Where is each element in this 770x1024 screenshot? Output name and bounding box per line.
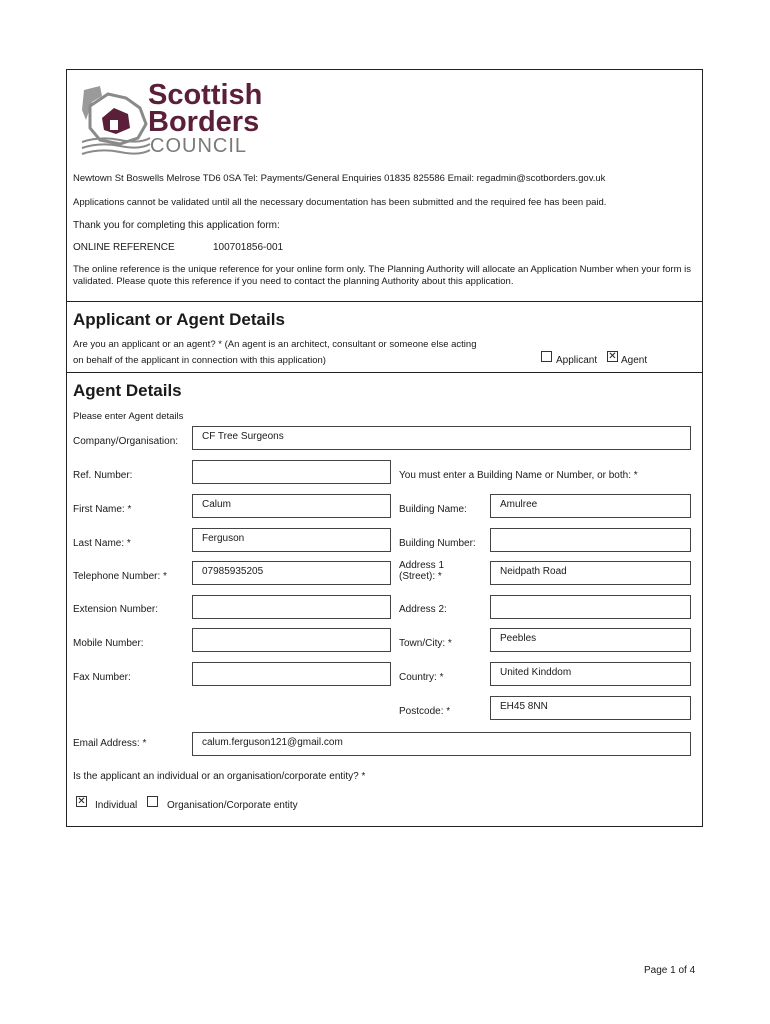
company-label: Company/Organisation: [73, 436, 179, 447]
agent-checkbox[interactable]: ✕ [608, 351, 617, 362]
organisation-option-label: Organisation/Corporate entity [167, 800, 298, 811]
entity-question: Is the applicant an individual or an organisation/corporate entity? * [73, 771, 366, 782]
town-label: Town/City: * [399, 638, 452, 649]
last-name-field[interactable]: Ferguson [192, 528, 391, 552]
individual-checkbox[interactable]: ✕ [77, 796, 86, 807]
postcode-label: Postcode: * [399, 706, 451, 717]
telephone-label: Telephone Number: * [73, 571, 167, 582]
section-title-applicant-agent: Applicant or Agent Details [73, 310, 285, 329]
council-logo [80, 80, 270, 158]
validation-note: Applications cannot be validated until all the necessary documentation has been submitted and the required fee has been paid. [73, 197, 607, 208]
mobile-field[interactable] [192, 628, 391, 652]
country-label: Country: * [399, 672, 444, 683]
page-number: Page 1 of 4 [644, 965, 696, 976]
company-field[interactable]: CF Tree Surgeons [192, 426, 691, 450]
thanks-text: Thank you for completing this application form: [73, 220, 280, 231]
individual-option-label: Individual [95, 800, 138, 811]
email-label: Email Address: * [73, 738, 147, 749]
online-ref-note: The online reference is the unique reference for your online form only. The Planning Authority will allocate an Application Number when your form is validated. Please quote this reference if you need to contact the planning Authority about this application. [73, 264, 692, 287]
section-title-agent-details: Agent Details [73, 381, 182, 400]
agent-intro: Please enter Agent details [73, 411, 184, 422]
online-ref-label: ONLINE REFERENCE [73, 242, 175, 253]
first-name-field[interactable]: Calum [192, 494, 391, 518]
logo-borders: Borders [148, 106, 260, 138]
online-ref-value: 100701856-001 [213, 242, 284, 253]
town-field[interactable]: Peebles [490, 628, 691, 652]
email-field[interactable]: calum.ferguson121@gmail.com [192, 732, 691, 756]
organisation-checkbox[interactable] [147, 796, 158, 807]
logo-scottish: Scottish [148, 79, 263, 111]
ref-number-label: Ref. Number: [73, 470, 133, 481]
mobile-label: Mobile Number: [73, 638, 144, 649]
address1-label-line2: (Street): * [399, 571, 442, 582]
applicant-question-line1: Are you an applicant or an agent? * (An agent is an architect, consultant or someone else acting [73, 339, 477, 350]
building-note: You must enter a Building Name or Number, or both: * [399, 470, 638, 481]
applicant-option-label: Applicant [556, 355, 598, 366]
building-number-label: Building Number: [399, 538, 476, 549]
fax-field[interactable] [192, 662, 391, 686]
applicant-question-line2: on behalf of the applicant in connection with this application) [73, 355, 326, 366]
address1-label-line1: Address 1 [399, 560, 445, 571]
first-name-label: First Name: * [73, 504, 132, 515]
country-field[interactable]: United Kinddom [490, 662, 691, 686]
applicant-checkbox[interactable] [541, 351, 552, 362]
postcode-field[interactable]: EH45 8NN [490, 696, 691, 720]
last-name-label: Last Name: * [73, 538, 131, 549]
logo-council: COUNCIL [150, 135, 248, 157]
ref-number-field[interactable] [192, 460, 391, 484]
building-name-field[interactable]: Amulree [490, 494, 691, 518]
fax-label: Fax Number: [73, 672, 131, 683]
council-crest-icon [80, 80, 152, 158]
extension-label: Extension Number: [73, 604, 159, 615]
divider [66, 301, 703, 302]
building-name-label: Building Name: [399, 504, 467, 515]
address2-field[interactable] [490, 595, 691, 619]
extension-field[interactable] [192, 595, 391, 619]
address1-field[interactable]: Neidpath Road [490, 561, 691, 585]
building-number-field[interactable] [490, 528, 691, 552]
contact-line: Newtown St Boswells Melrose TD6 0SA Tel: Payments/General Enquiries 01835 825586 Email: regadmin@scotborders.gov.uk [73, 173, 606, 184]
address2-label: Address 2: [399, 604, 447, 615]
agent-option-label: Agent [621, 355, 648, 366]
divider [66, 372, 703, 373]
telephone-field[interactable]: 07985935205 [192, 561, 391, 585]
